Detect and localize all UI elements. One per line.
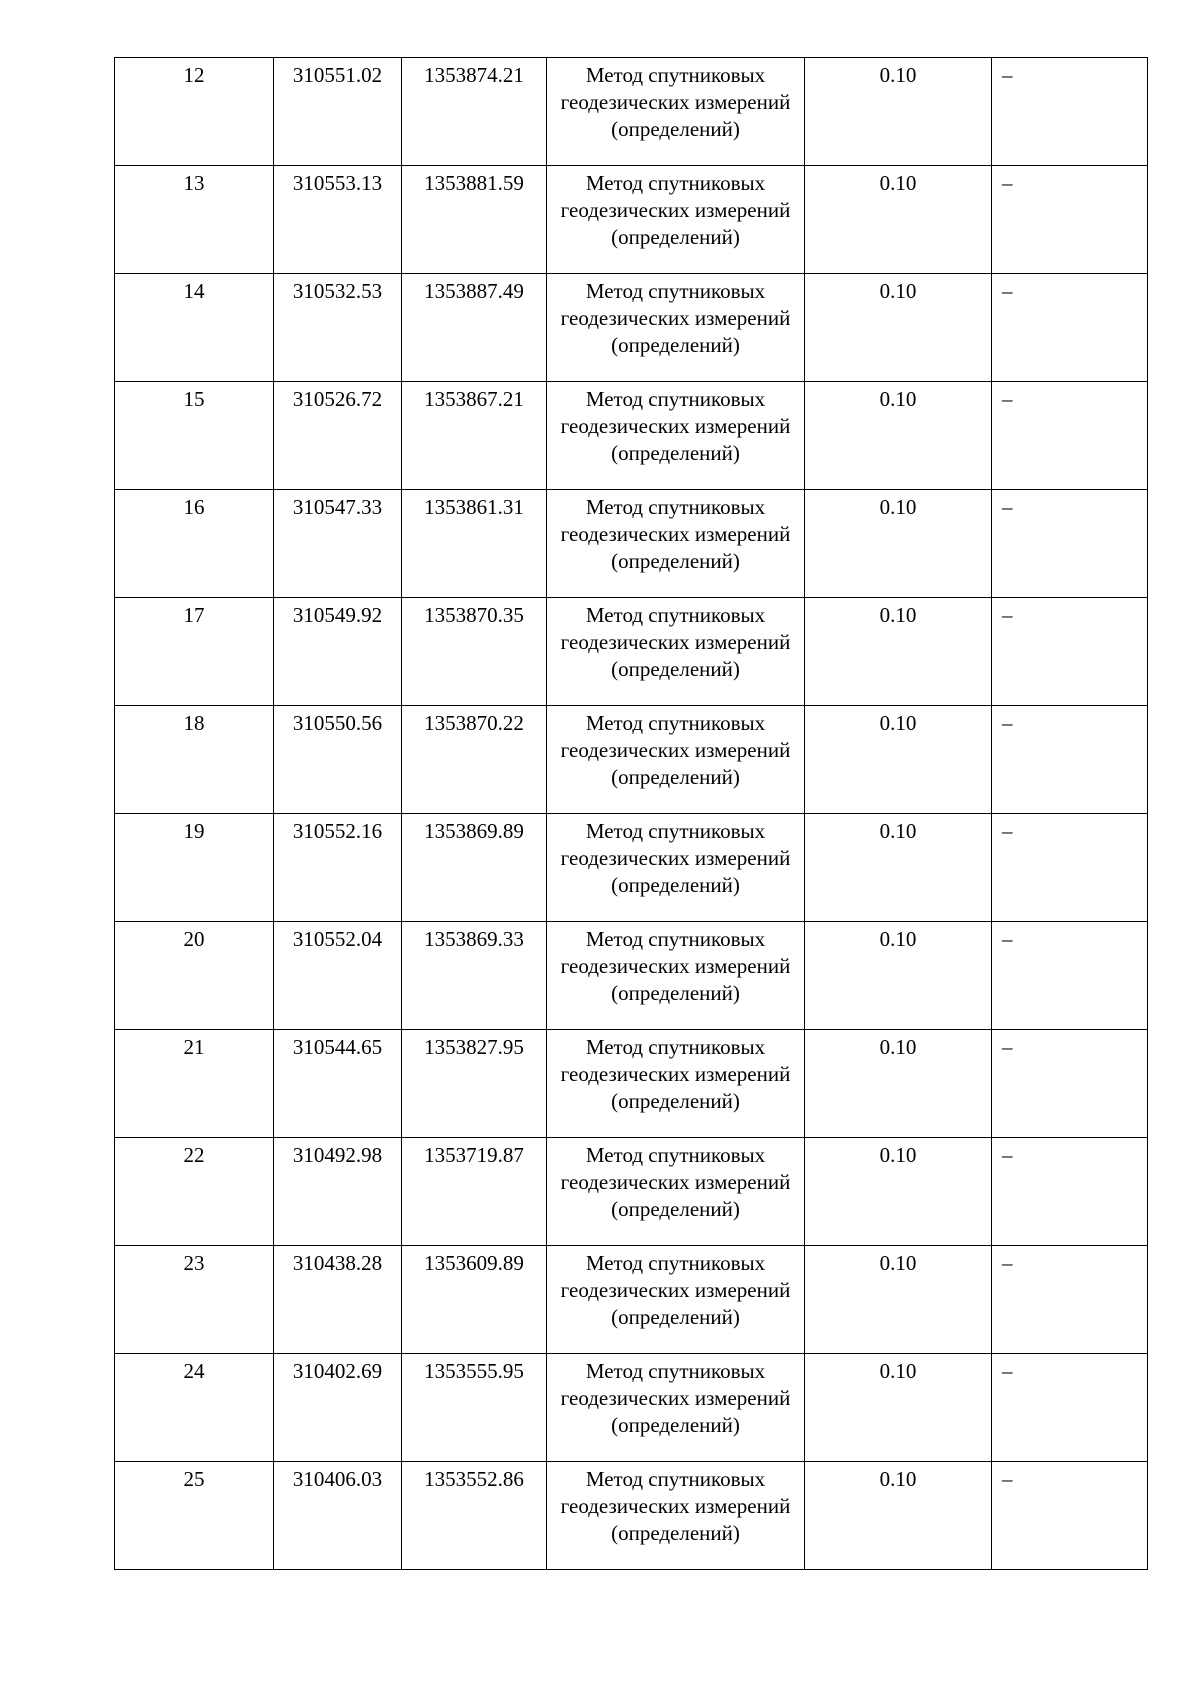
method-cell: Метод спутниковых геодезических измерений (определений) (547, 1138, 805, 1246)
point-number-cell: 16 (115, 490, 274, 598)
note-cell: – (992, 382, 1148, 490)
x-coordinate-cell: 310438.28 (274, 1246, 402, 1354)
point-number-cell: 12 (115, 58, 274, 166)
table-row (115, 58, 1148, 166)
x-coordinate-cell: 310526.72 (274, 382, 402, 490)
table-row (115, 1462, 1148, 1570)
x-coordinate-cell: 310492.98 (274, 1138, 402, 1246)
table-row (115, 706, 1148, 814)
precision-cell: 0.10 (805, 1138, 992, 1246)
precision-cell: 0.10 (805, 274, 992, 382)
precision-cell: 0.10 (805, 1462, 992, 1570)
method-cell: Метод спутниковых геодезических измерений (определений) (547, 1354, 805, 1462)
method-cell: Метод спутниковых геодезических измерений (определений) (547, 1246, 805, 1354)
y-coordinate-cell: 1353874.21 (402, 58, 547, 166)
x-coordinate-cell: 310552.16 (274, 814, 402, 922)
method-cell: Метод спутниковых геодезических измерений (определений) (547, 1462, 805, 1570)
point-number-cell: 25 (115, 1462, 274, 1570)
method-cell: Метод спутниковых геодезических измерений (определений) (547, 706, 805, 814)
method-cell: Метод спутниковых геодезических измерений (определений) (547, 814, 805, 922)
method-cell: Метод спутниковых геодезических измерений (определений) (547, 598, 805, 706)
precision-cell: 0.10 (805, 166, 992, 274)
y-coordinate-cell: 1353869.33 (402, 922, 547, 1030)
precision-cell: 0.10 (805, 598, 992, 706)
table-row (115, 490, 1148, 598)
note-cell: – (992, 1246, 1148, 1354)
note-cell: – (992, 922, 1148, 1030)
point-number-cell: 23 (115, 1246, 274, 1354)
note-cell: – (992, 598, 1148, 706)
x-coordinate-cell: 310553.13 (274, 166, 402, 274)
y-coordinate-cell: 1353552.86 (402, 1462, 547, 1570)
note-cell: – (992, 58, 1148, 166)
point-number-cell: 15 (115, 382, 274, 490)
x-coordinate-cell: 310547.33 (274, 490, 402, 598)
x-coordinate-cell: 310551.02 (274, 58, 402, 166)
note-cell: – (992, 166, 1148, 274)
table-row (115, 814, 1148, 922)
method-cell: Метод спутниковых геодезических измерений (определений) (547, 274, 805, 382)
y-coordinate-cell: 1353870.22 (402, 706, 547, 814)
point-number-cell: 22 (115, 1138, 274, 1246)
table-row (115, 1354, 1148, 1462)
note-cell: – (992, 1030, 1148, 1138)
note-cell: – (992, 706, 1148, 814)
y-coordinate-cell: 1353869.89 (402, 814, 547, 922)
method-cell: Метод спутниковых геодезических измерений (определений) (547, 490, 805, 598)
table-row (115, 598, 1148, 706)
x-coordinate-cell: 310552.04 (274, 922, 402, 1030)
point-number-cell: 20 (115, 922, 274, 1030)
x-coordinate-cell: 310549.92 (274, 598, 402, 706)
note-cell: – (992, 490, 1148, 598)
method-cell: Метод спутниковых геодезических измерений (определений) (547, 1030, 805, 1138)
point-number-cell: 24 (115, 1354, 274, 1462)
point-number-cell: 14 (115, 274, 274, 382)
note-cell: – (992, 1462, 1148, 1570)
precision-cell: 0.10 (805, 1246, 992, 1354)
method-cell: Метод спутниковых геодезических измерений (определений) (547, 58, 805, 166)
table-row (115, 274, 1148, 382)
x-coordinate-cell: 310532.53 (274, 274, 402, 382)
note-cell: – (992, 274, 1148, 382)
precision-cell: 0.10 (805, 706, 992, 814)
x-coordinate-cell: 310550.56 (274, 706, 402, 814)
point-number-cell: 21 (115, 1030, 274, 1138)
precision-cell: 0.10 (805, 814, 992, 922)
coordinates-table (114, 57, 1148, 1570)
method-cell: Метод спутниковых геодезических измерений (определений) (547, 382, 805, 490)
x-coordinate-cell: 310402.69 (274, 1354, 402, 1462)
table-row (115, 1030, 1148, 1138)
table-row (115, 166, 1148, 274)
coordinates-table-body (115, 58, 1148, 1570)
point-number-cell: 17 (115, 598, 274, 706)
precision-cell: 0.10 (805, 1030, 992, 1138)
note-cell: – (992, 1354, 1148, 1462)
x-coordinate-cell: 310544.65 (274, 1030, 402, 1138)
precision-cell: 0.10 (805, 490, 992, 598)
point-number-cell: 18 (115, 706, 274, 814)
method-cell: Метод спутниковых геодезических измерений (определений) (547, 166, 805, 274)
x-coordinate-cell: 310406.03 (274, 1462, 402, 1570)
precision-cell: 0.10 (805, 922, 992, 1030)
y-coordinate-cell: 1353609.89 (402, 1246, 547, 1354)
y-coordinate-cell: 1353870.35 (402, 598, 547, 706)
note-cell: – (992, 1138, 1148, 1246)
point-number-cell: 19 (115, 814, 274, 922)
table-row (115, 382, 1148, 490)
table-row (115, 1138, 1148, 1246)
method-cell: Метод спутниковых геодезических измерений (определений) (547, 922, 805, 1030)
y-coordinate-cell: 1353719.87 (402, 1138, 547, 1246)
precision-cell: 0.10 (805, 382, 992, 490)
y-coordinate-cell: 1353861.31 (402, 490, 547, 598)
y-coordinate-cell: 1353555.95 (402, 1354, 547, 1462)
point-number-cell: 13 (115, 166, 274, 274)
table-row (115, 1246, 1148, 1354)
precision-cell: 0.10 (805, 58, 992, 166)
y-coordinate-cell: 1353887.49 (402, 274, 547, 382)
y-coordinate-cell: 1353881.59 (402, 166, 547, 274)
table-row (115, 922, 1148, 1030)
y-coordinate-cell: 1353827.95 (402, 1030, 547, 1138)
y-coordinate-cell: 1353867.21 (402, 382, 547, 490)
precision-cell: 0.10 (805, 1354, 992, 1462)
note-cell: – (992, 814, 1148, 922)
